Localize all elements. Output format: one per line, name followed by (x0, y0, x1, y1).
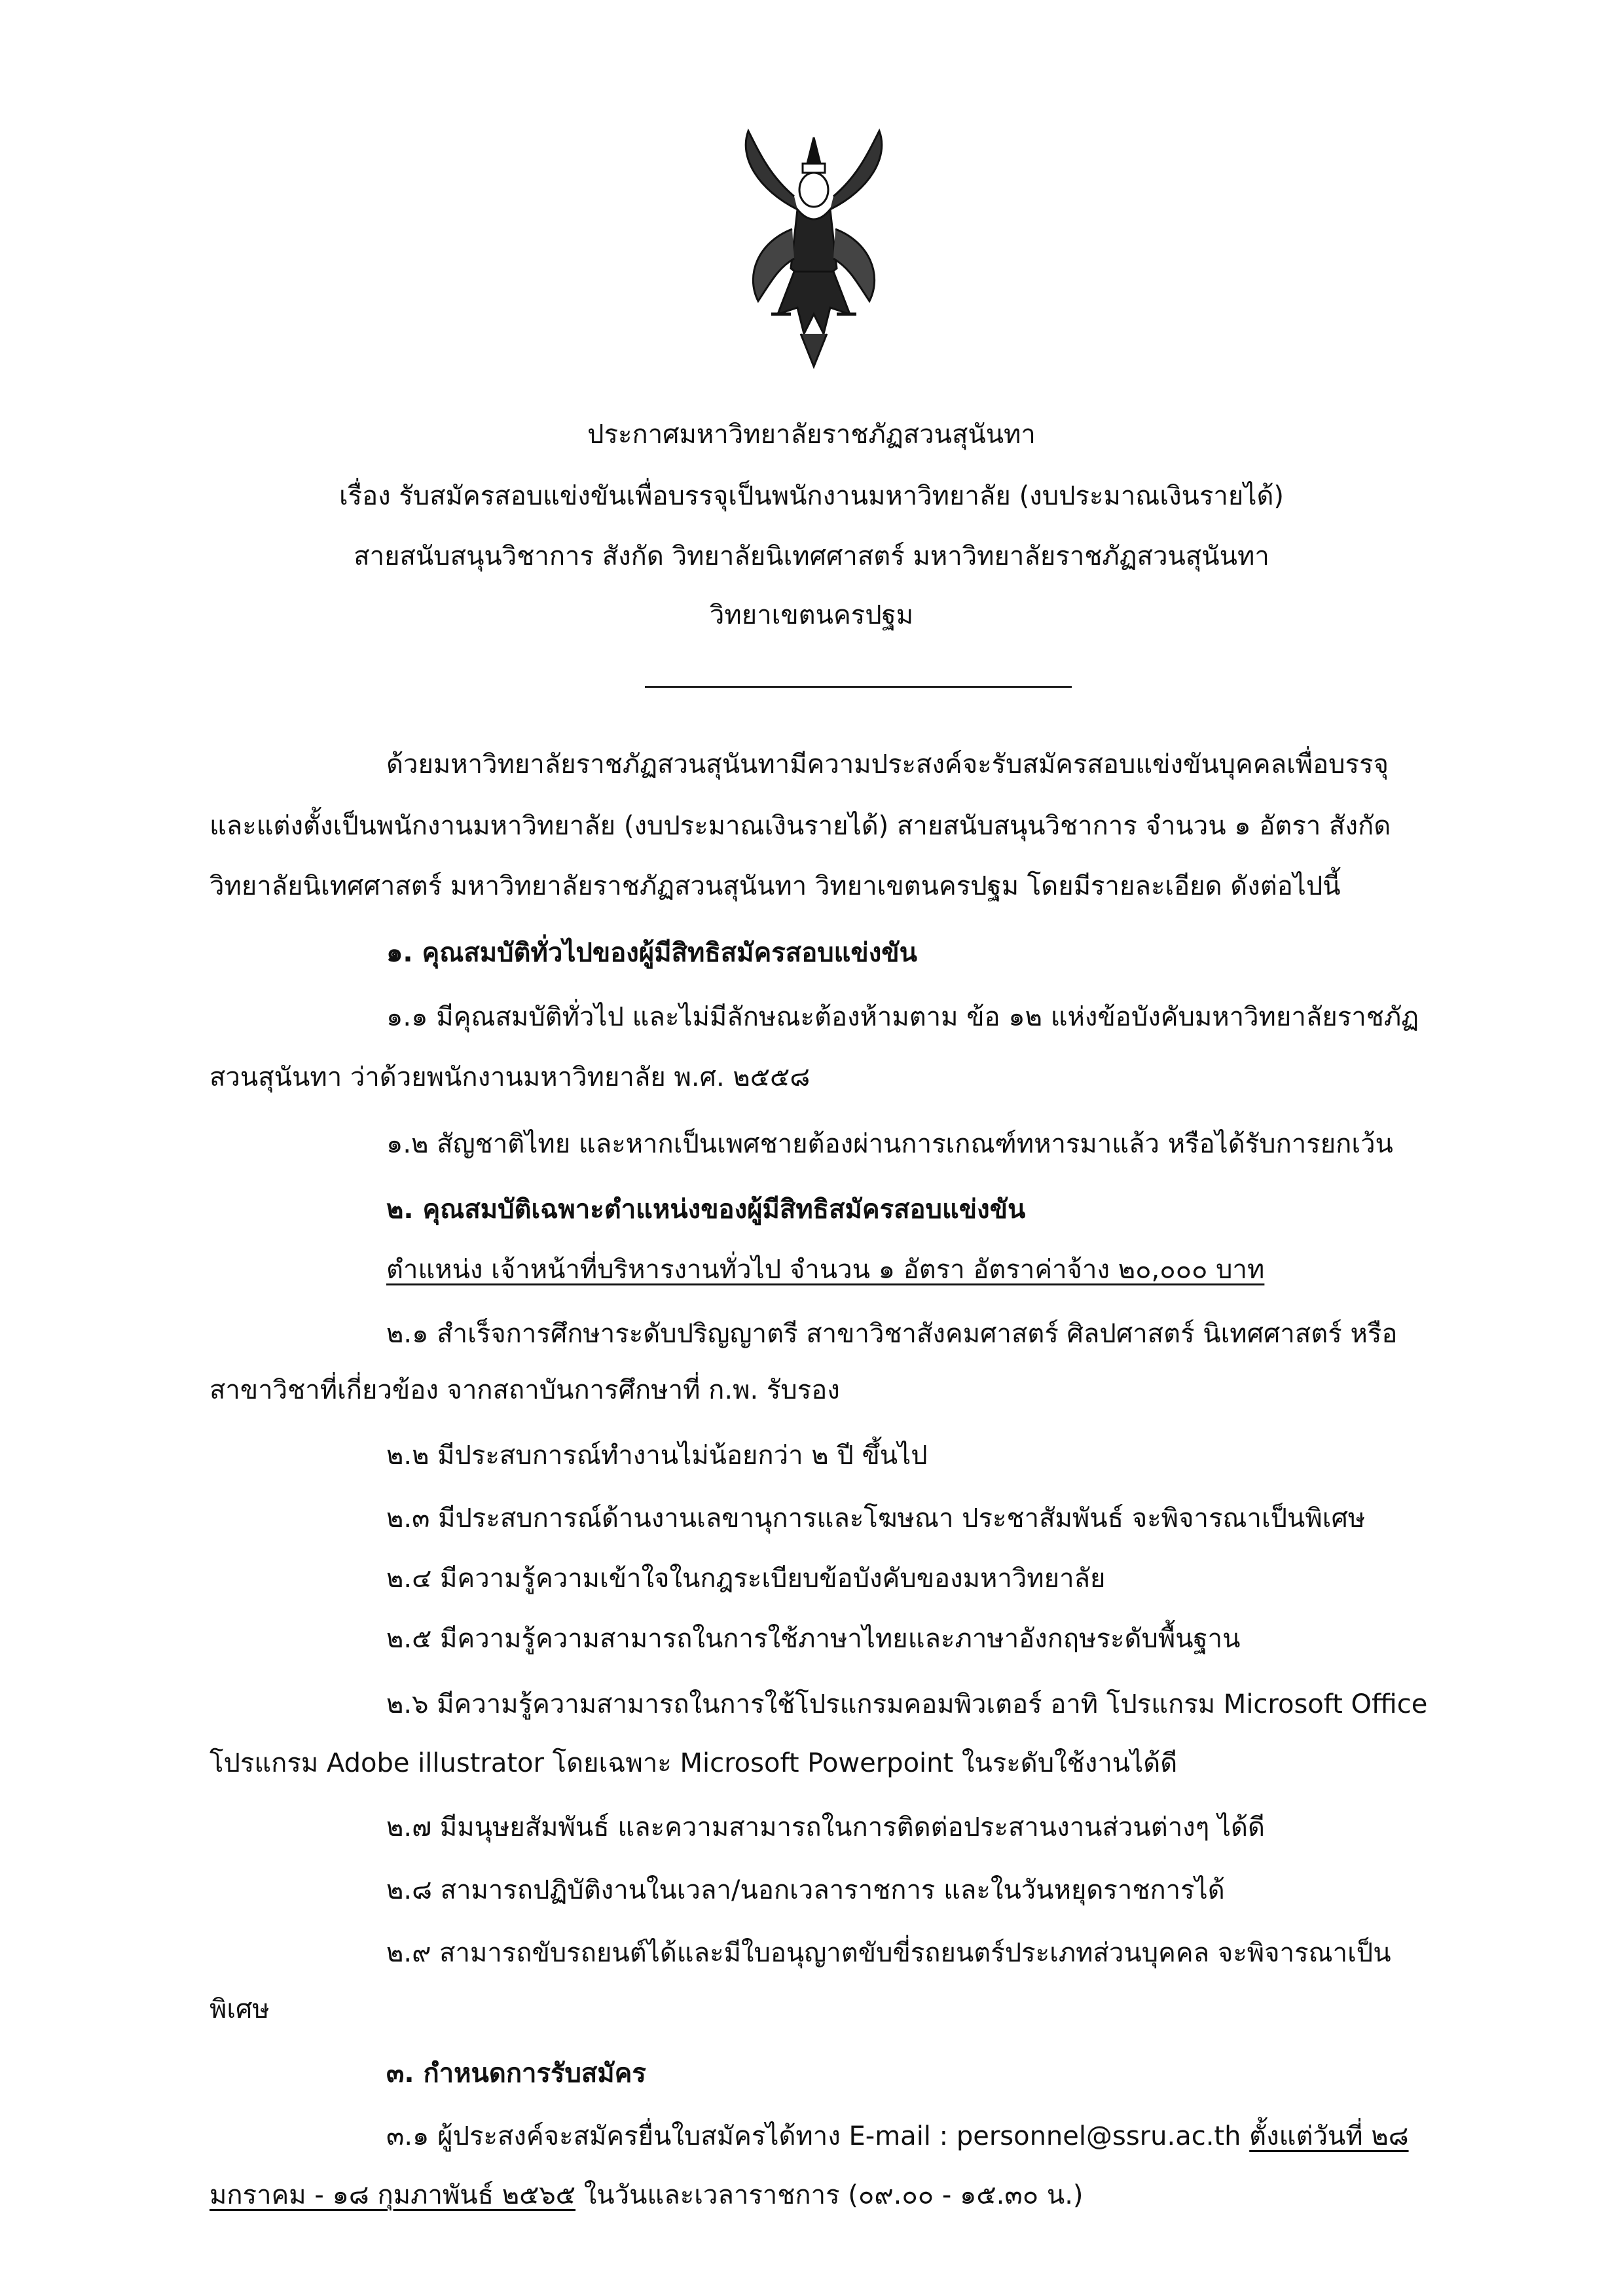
header-divider (645, 686, 1072, 688)
announcement-campus: วิทยาเขตนครปฐม (709, 600, 914, 630)
section-1-title: ๑. คุณสมบัติทั่วไปของผู้มีสิทธิสมัครสอบแข่งขัน (386, 938, 917, 968)
office-hours-text: ในวันและเวลาราชการ (๐๙.๐๐ - ๑๕.๓๐ น.) (575, 2180, 1084, 2210)
application-end-date: มกราคม - ๑๘ กุมภาพันธ์ ๒๕๖๕ (210, 2180, 576, 2210)
section-3-item-1-cont (210, 2177, 1084, 2214)
application-start-date: ตั้งแต่วันที่ ๒๘ (1249, 2121, 1409, 2151)
section-1-item-1: ๑.๑ มีคุณสมบัติทั่วไป และไม่มีลักษณะต้องห้ามตาม ข้อ ๑๒ แห่งข้อบังคับมหาวิทยาลัยราชภัฏ (386, 1002, 1419, 1032)
section-1-item-2: ๑.๒ สัญชาติไทย และหากเป็นเพศชายต้องผ่านการเกณฑ์ทหารมาแล้ว หรือได้รับการยกเว้น (386, 1129, 1393, 1159)
section-2-item-6-cont: โปรแกรม Adobe illustrator โดยเฉพาะ Microsoft Powerpoint ในระดับใช้งานได้ดี (210, 1748, 1178, 1778)
intro-paragraph-line: และแต่งตั้งเป็นพนักงานมหาวิทยาลัย (งบประมาณเงินรายได้) สายสนับสนุนวิชาการ จำนวน ๑ อัตรา สังกัด (210, 811, 1391, 841)
section-3-item-1 (386, 2118, 1409, 2155)
section-2-item-7: ๒.๗ มีมนุษยสัมพันธ์ และความสามารถในการติดต่อประสานงานส่วนต่างๆ ได้ดี (386, 1812, 1265, 1842)
section-2-item-5: ๒.๕ มีความรู้ความสามารถในการใช้ภาษาไทยและภาษาอังกฤษระดับพื้นฐาน (386, 1624, 1241, 1654)
section-3-item-1-text: ๓.๑ ผู้ประสงค์จะสมัครยื่นใบสมัครได้ทาง E-mail : personnel@ssru.ac.th (386, 2121, 1250, 2151)
section-2-item-9-cont: พิเศษ (210, 1994, 270, 2024)
intro-paragraph-line: ด้วยมหาวิทยาลัยราชภัฏสวนสุนันทามีความประสงค์จะรับสมัครสอบแข่งขันบุคคลเพื่อบรรจุ (386, 749, 1389, 780)
announcement-department: สายสนับสนุนวิชาการ สังกัด วิทยาลัยนิเทศศาสตร์ มหาวิทยาลัยราชภัฏสวนสุนันทา (354, 541, 1269, 571)
section-2-item-8: ๒.๘ สามารถปฏิบัติงานในเวลา/นอกเวลาราชการ และในวันหยุดราชการได้ (386, 1875, 1225, 1905)
announcement-title: ประกาศมหาวิทยาลัยราชภัฏสวนสุนันทา (587, 420, 1036, 450)
section-1-item-1-cont: สวนสุนันทา ว่าด้วยพนักงานมหาวิทยาลัย พ.ศ. ๒๕๕๘ (210, 1062, 811, 1092)
section-2-item-2: ๒.๒ มีประสบการณ์ทำงานไม่น้อยกว่า ๒ ปี ขึ้นไป (386, 1441, 928, 1471)
section-3-title: ๓. กำหนดการรับสมัคร (386, 2058, 646, 2089)
section-2-item-1-cont: สาขาวิชาที่เกี่ยวข้อง จากสถาบันการศึกษาที่ ก.พ. รับรอง (210, 1375, 840, 1405)
section-2-item-3: ๒.๓ มีประสบการณ์ด้านงานเลขานุการและโฆษณา ประชาสัมพันธ์ จะพิจารณาเป็นพิเศษ (386, 1503, 1366, 1534)
section-2-title: ๒. คุณสมบัติเฉพาะตำแหน่งของผู้มีสิทธิสมัครสอบแข่งขัน (386, 1194, 1026, 1225)
intro-paragraph-line: วิทยาลัยนิเทศศาสตร์ มหาวิทยาลัยราชภัฏสวนสุนันทา วิทยาเขตนครปฐม โดยมีรายละเอียด ดังต่อไปนี้ (210, 871, 1341, 901)
section-2-item-4: ๒.๔ มีความรู้ความเข้าใจในกฎระเบียบข้อบังคับของมหาวิทยาลัย (386, 1564, 1106, 1594)
position-line: ตำแหน่ง เจ้าหน้าที่บริหารงานทั่วไป จำนวน ๑ อัตรา อัตราค่าจ้าง ๒๐,๐๐๐ บาท (386, 1255, 1265, 1285)
section-2-item-6: ๒.๖ มีความรู้ความสามารถในการใช้โปรแกรมคอมพิวเตอร์ อาทิ โปรแกรม Microsoft Office (386, 1689, 1428, 1719)
garuda-emblem-icon (732, 118, 896, 393)
section-2-item-9: ๒.๙ สามารถขับรถยนต์ได้และมีใบอนุญาตขับขี่รถยนตร์ประเภทส่วนบุคคล จะพิจารณาเป็น (386, 1938, 1391, 1968)
announcement-subject: เรื่อง รับสมัครสอบแข่งขันเพื่อบรรจุเป็นพนักงานมหาวิทยาลัย (งบประมาณเงินรายได้) (338, 481, 1285, 511)
section-2-item-1: ๒.๑ สำเร็จการศึกษาระดับปริญญาตรี สาขาวิชาสังคมศาสตร์ ศิลปศาสตร์ นิเทศศาสตร์ หรือ (386, 1319, 1398, 1349)
